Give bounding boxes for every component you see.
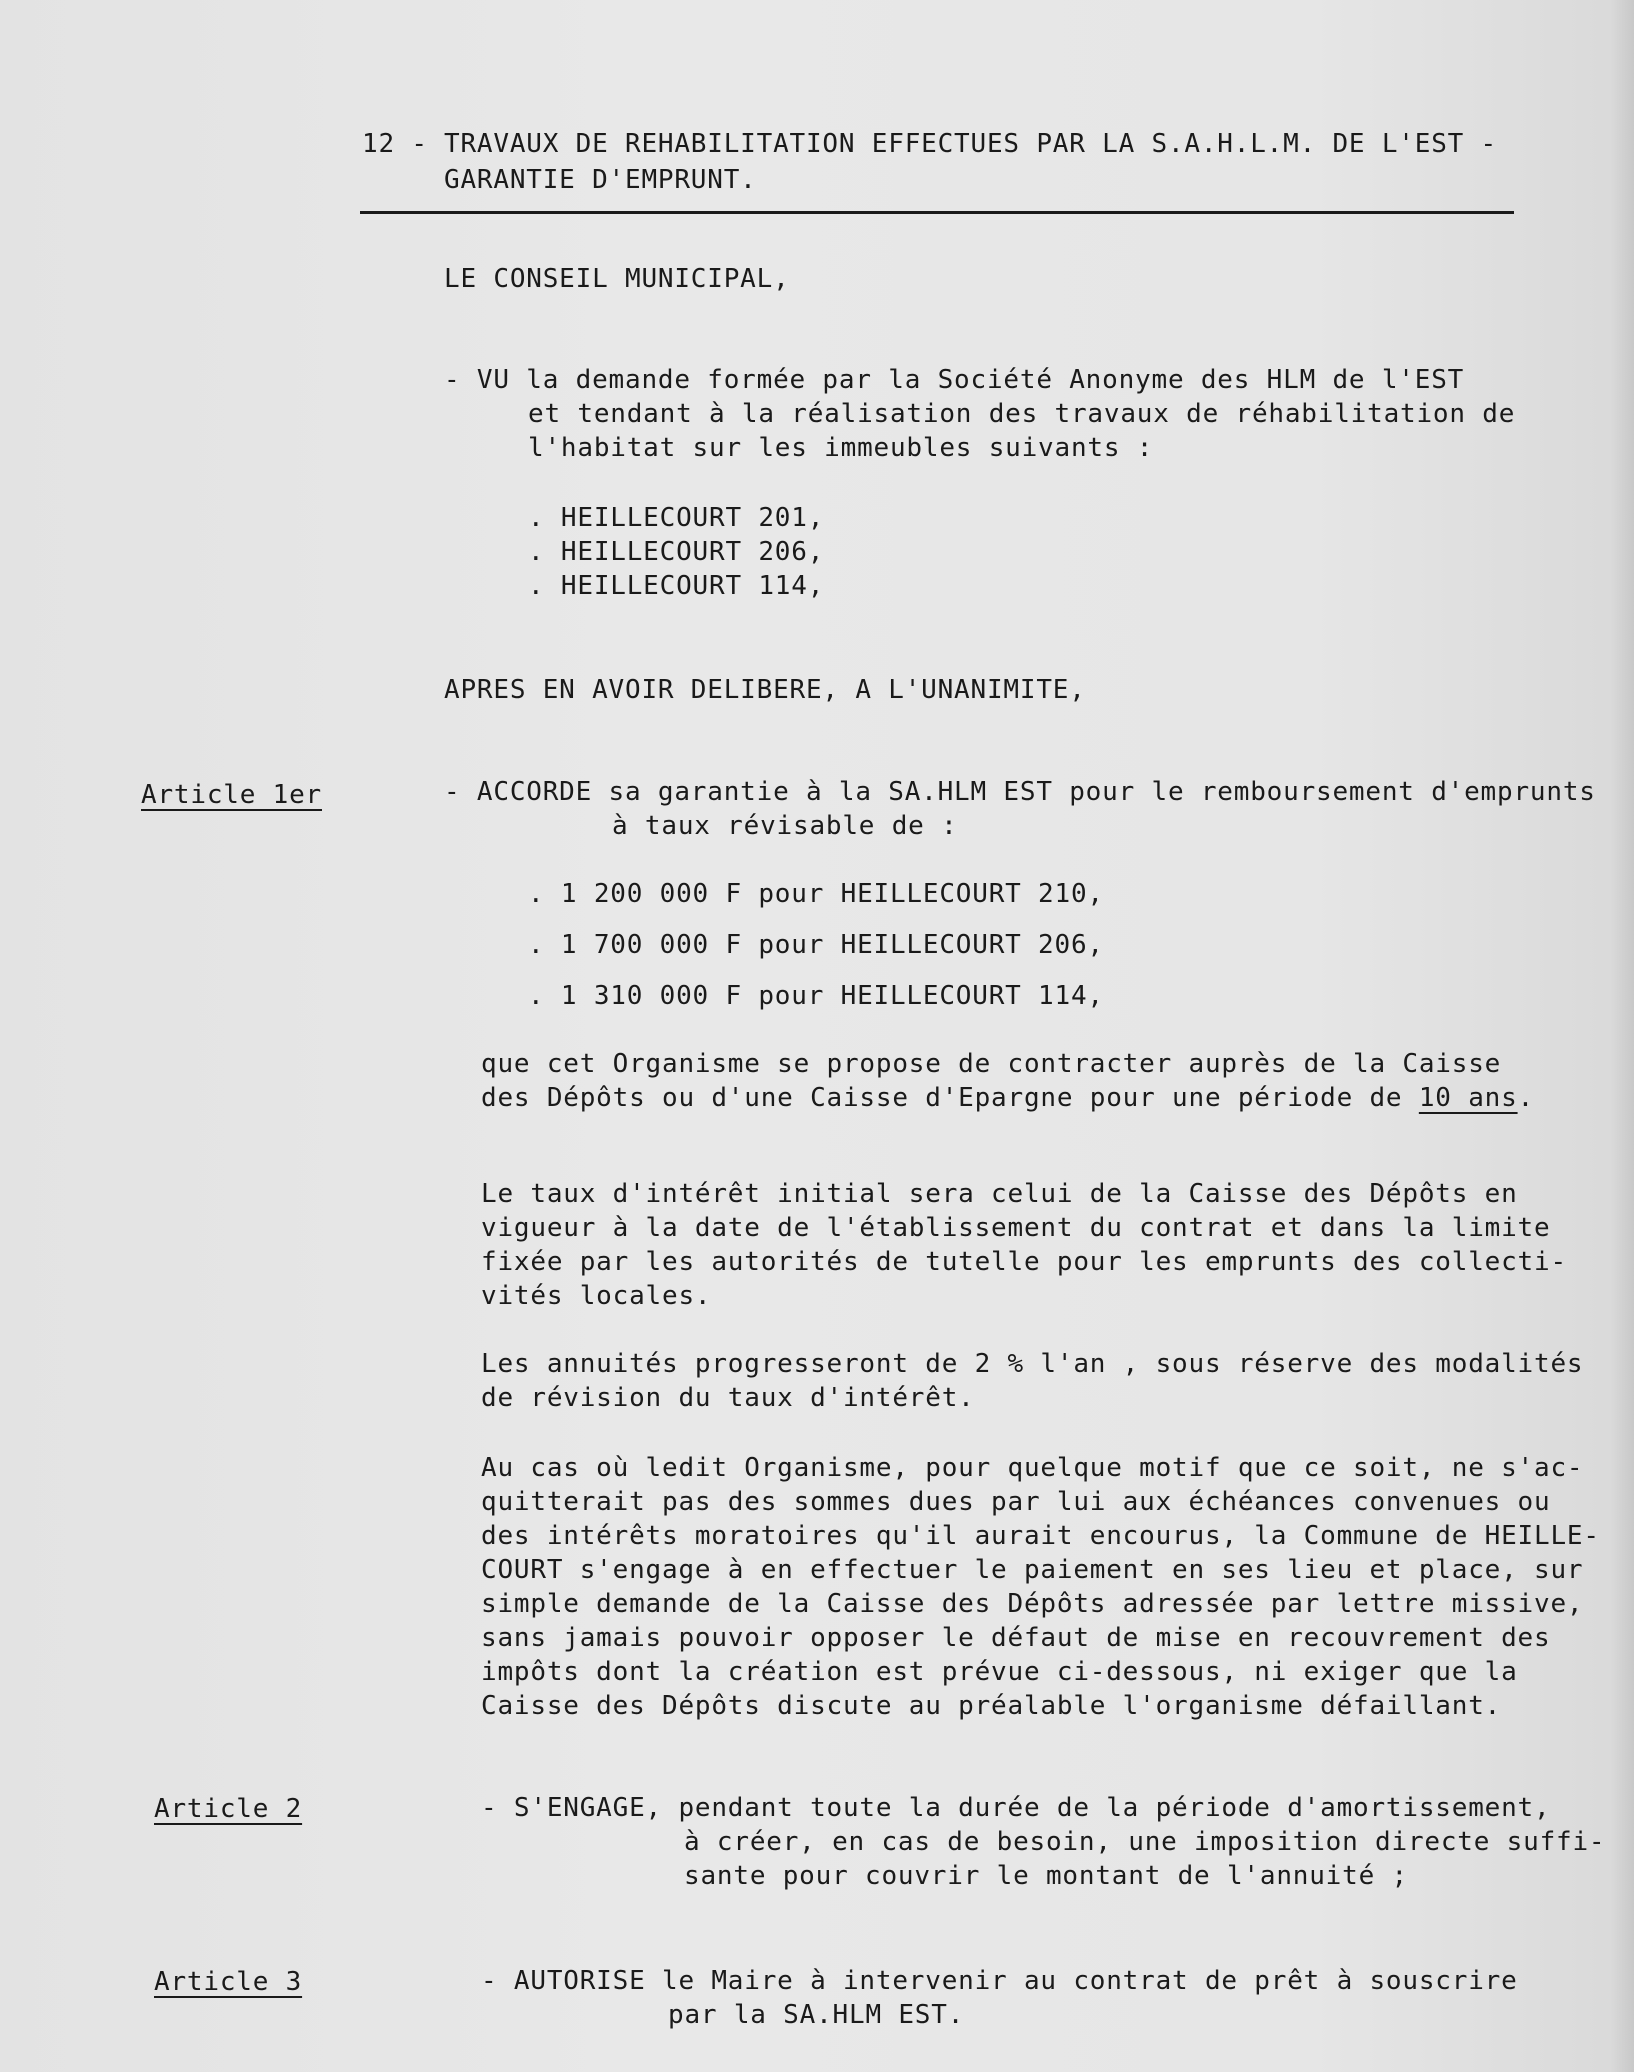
article-1-para-4-line: quitterait pas des sommes dues par lui aux échéances convenues ou xyxy=(481,1487,1551,1517)
heading-number: 12 - xyxy=(362,129,428,159)
article-1-line-1: - ACCORDE sa garantie à la SA.HLM EST pour le remboursement d'emprunts xyxy=(444,777,1596,807)
loan-item: . 1 200 000 F pour HEILLECOURT 210, xyxy=(528,879,1104,909)
article-1-para-4-line: simple demande de la Caisse des Dépôts adressée par lettre missive, xyxy=(481,1589,1584,1619)
heading-rule xyxy=(360,211,1514,214)
vu-line-2: et tendant à la réalisation des travaux de réhabilitation de xyxy=(528,399,1516,429)
heading-line-2: GARANTIE D'EMPRUNT. xyxy=(444,165,757,195)
article-1-label: Article 1er xyxy=(141,780,322,810)
vu-line-3: l'habitat sur les immeubles suivants : xyxy=(528,433,1154,463)
article-1-para-3-line: Les annuités progresseront de 2 % l'an , sous réserve des modalités xyxy=(481,1349,1584,1379)
article-1-para-4-line: Caisse des Dépôts discute au préalable l'organisme défaillant. xyxy=(481,1691,1502,1721)
article-1-para-4-line: COURT s'engage à en effectuer le paiement en ses lieu et place, sur xyxy=(481,1555,1584,1585)
article-1-para-1-line-2 xyxy=(481,1081,1534,1115)
building-item: . HEILLECOURT 201, xyxy=(528,503,825,533)
page-edge-shadow xyxy=(1610,0,1634,2072)
loan-item: . 1 310 000 F pour HEILLECOURT 114, xyxy=(528,981,1104,1011)
article-2-label: Article 2 xyxy=(154,1794,303,1824)
article-1-para-4-line: sans jamais pouvoir opposer le défaut de mise en recouvrement des xyxy=(481,1623,1551,1653)
article-1-para-1-line-1: que cet Organisme se propose de contracter auprès de la Caisse xyxy=(481,1049,1502,1079)
article-3-label: Article 3 xyxy=(154,1967,303,1997)
article-1-para-2-line: vigueur à la date de l'établissement du contrat et dans la limite xyxy=(481,1213,1551,1243)
building-item: . HEILLECOURT 206, xyxy=(528,537,825,567)
article-1-para-2-line: vités locales. xyxy=(481,1281,712,1311)
article-2-line: à créer, en cas de besoin, une imposition directe suffi- xyxy=(684,1827,1606,1857)
article-3-line: - AUTORISE le Maire à intervenir au contrat de prêt à souscrire xyxy=(481,1966,1518,1996)
article-1-para-4-line: des intérêts moratoires qu'il aurait encourus, la Commune de HEILLE- xyxy=(481,1521,1600,1551)
article-1-line-2: à taux révisable de : xyxy=(612,811,958,841)
vu-line-1: - VU la demande formée par la Société Anonyme des HLM de l'EST xyxy=(444,365,1465,395)
council-title: LE CONSEIL MUNICIPAL, xyxy=(444,264,790,294)
article-1-para-3-line: de révision du taux d'intérêt. xyxy=(481,1383,975,1413)
article-1-para-2-line: fixée par les autorités de tutelle pour les emprunts des collecti- xyxy=(481,1247,1567,1277)
article-3-line: par la SA.HLM EST. xyxy=(668,2000,965,2030)
article-1-para-1-text: des Dépôts ou d'une Caisse d'Epargne pour une période de xyxy=(481,1083,1419,1113)
article-1-para-2-line: Le taux d'intérêt initial sera celui de la Caisse des Dépôts en xyxy=(481,1179,1518,1209)
article-1-para-1-end: . xyxy=(1517,1083,1535,1113)
deliberation-line: APRES EN AVOIR DELIBERE, A L'UNANIMITE, xyxy=(444,675,1086,705)
article-1-para-4-line: Au cas où ledit Organisme, pour quelque motif que ce soit, ne s'ac- xyxy=(481,1453,1584,1483)
loan-duration: 10 ans xyxy=(1418,1083,1518,1113)
loan-item: . 1 700 000 F pour HEILLECOURT 206, xyxy=(528,930,1104,960)
heading-line-1: TRAVAUX DE REHABILITATION EFFECTUES PAR LA S.A.H.L.M. DE L'EST - xyxy=(444,129,1498,159)
article-1-para-4-line: impôts dont la création est prévue ci-dessous, ni exiger que la xyxy=(481,1657,1518,1687)
building-item: . HEILLECOURT 114, xyxy=(528,571,825,601)
article-2-line: - S'ENGAGE, pendant toute la durée de la période d'amortissement, xyxy=(481,1793,1551,1823)
article-2-line: sante pour couvrir le montant de l'annuité ; xyxy=(684,1861,1408,1891)
